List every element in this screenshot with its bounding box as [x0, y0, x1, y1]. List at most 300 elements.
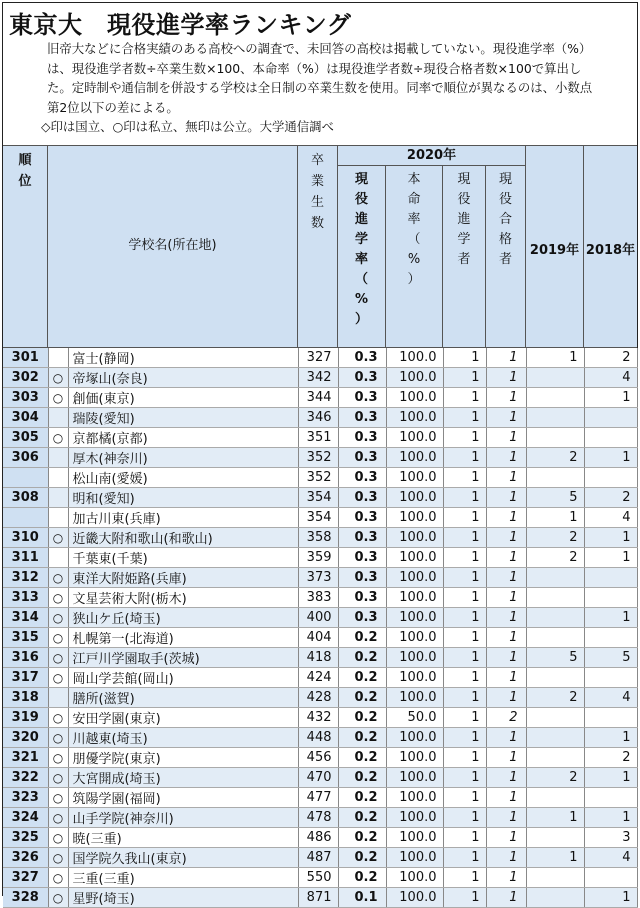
advance-rate: 0.2 — [338, 668, 386, 688]
count-2018 — [584, 628, 637, 648]
count-2018 — [584, 708, 637, 728]
table-row — [3, 648, 637, 668]
school-name: 膳所(滋賀) — [68, 688, 298, 708]
school-name: 筑陽学園(福岡) — [68, 788, 298, 808]
advance-rate: 0.1 — [338, 888, 386, 908]
type-mark — [48, 488, 68, 508]
count-2019: 1 — [526, 508, 584, 528]
count-2018: 1 — [584, 768, 637, 788]
honmei-rate: 100.0 — [386, 768, 443, 788]
passed-count: 1 — [486, 508, 526, 528]
count-2019 — [526, 428, 584, 448]
enrolled-count: 1 — [443, 388, 486, 408]
honmei-rate: 100.0 — [386, 588, 443, 608]
graduates-count: 448 — [298, 728, 338, 748]
enrolled-count: 1 — [443, 768, 486, 788]
enrolled-count: 1 — [443, 688, 486, 708]
enrolled-count: 1 — [443, 868, 486, 888]
school-name: 帝塚山(奈良) — [68, 368, 298, 388]
school-name: 朋優学院(東京) — [68, 748, 298, 768]
honmei-rate: 100.0 — [386, 428, 443, 448]
graduates-count: 359 — [298, 548, 338, 568]
header-enrolled-label: 現 役 進 学 者 — [457, 172, 471, 267]
graduates-count: 373 — [298, 568, 338, 588]
header-rank-label: 順 位 — [18, 153, 32, 189]
passed-count: 1 — [486, 428, 526, 448]
count-2018 — [584, 568, 637, 588]
school-name: 国学院久我山(東京) — [68, 848, 298, 868]
rank-cell: 324 — [3, 808, 48, 828]
advance-rate: 0.2 — [338, 708, 386, 728]
header-year-2020 — [338, 145, 526, 166]
school-name: 明和(愛知) — [68, 488, 298, 508]
honmei-rate: 100.0 — [386, 388, 443, 408]
header-honmei — [386, 166, 443, 348]
honmei-rate: 100.0 — [386, 648, 443, 668]
advance-rate: 0.2 — [338, 768, 386, 788]
type-mark: ○ — [48, 708, 68, 728]
honmei-rate: 100.0 — [386, 808, 443, 828]
count-2018: 2 — [584, 488, 637, 508]
header-enrolled — [443, 166, 486, 348]
advance-rate: 0.3 — [338, 388, 386, 408]
graduates-count: 358 — [298, 528, 338, 548]
header-passed-label: 現 役 合 格 者 — [498, 172, 512, 267]
honmei-rate: 100.0 — [386, 408, 443, 428]
type-mark — [48, 348, 68, 368]
type-mark — [48, 408, 68, 428]
passed-count: 1 — [486, 648, 526, 668]
rank-cell: 312 — [3, 568, 48, 588]
graduates-count: 486 — [298, 828, 338, 848]
table-row — [3, 408, 637, 428]
rank-cell: 323 — [3, 788, 48, 808]
enrolled-count: 1 — [443, 468, 486, 488]
graduates-count: 352 — [298, 468, 338, 488]
advance-rate: 0.3 — [338, 408, 386, 428]
graduates-count: 354 — [298, 508, 338, 528]
rank-cell — [3, 468, 48, 488]
school-name: 創価(東京) — [68, 388, 298, 408]
enrolled-count: 1 — [443, 508, 486, 528]
honmei-rate: 100.0 — [386, 568, 443, 588]
count-2018 — [584, 468, 637, 488]
table-row — [3, 848, 637, 868]
type-mark — [48, 688, 68, 708]
count-2019: 5 — [526, 648, 584, 668]
passed-count: 1 — [486, 888, 526, 908]
enrolled-count: 1 — [443, 888, 486, 908]
count-2018 — [584, 428, 637, 448]
advance-rate: 0.3 — [338, 428, 386, 448]
honmei-rate: 100.0 — [386, 788, 443, 808]
count-2019: 1 — [526, 848, 584, 868]
honmei-rate: 100.0 — [386, 488, 443, 508]
count-2018: 1 — [584, 388, 637, 408]
count-2019 — [526, 468, 584, 488]
graduates-count: 487 — [298, 848, 338, 868]
advance-rate: 0.3 — [338, 488, 386, 508]
count-2018: 1 — [584, 608, 637, 628]
table-row — [3, 668, 637, 688]
table-row — [3, 728, 637, 748]
header-2018 — [584, 145, 637, 348]
passed-count: 1 — [486, 368, 526, 388]
advance-rate: 0.3 — [338, 448, 386, 468]
enrolled-count: 1 — [443, 748, 486, 768]
advance-rate: 0.3 — [338, 548, 386, 568]
type-mark: ○ — [48, 728, 68, 748]
advance-rate: 0.3 — [338, 568, 386, 588]
description — [41, 39, 635, 137]
school-name: 山手学院(神奈川) — [68, 808, 298, 828]
advance-rate: 0.2 — [338, 848, 386, 868]
honmei-rate: 100.0 — [386, 368, 443, 388]
type-mark: ○ — [48, 648, 68, 668]
passed-count: 1 — [486, 448, 526, 468]
count-2018: 1 — [584, 528, 637, 548]
type-mark: ○ — [48, 568, 68, 588]
graduates-count: 346 — [298, 408, 338, 428]
honmei-rate: 100.0 — [386, 628, 443, 648]
graduates-count: 871 — [298, 888, 338, 908]
count-2018: 3 — [584, 828, 637, 848]
count-2019 — [526, 608, 584, 628]
count-2019 — [526, 588, 584, 608]
passed-count: 1 — [486, 788, 526, 808]
header-2019-label: 2019年 — [529, 243, 580, 258]
honmei-rate: 100.0 — [386, 668, 443, 688]
type-mark: ○ — [48, 748, 68, 768]
school-name: 富士(静岡) — [68, 348, 298, 368]
table-row — [3, 748, 637, 768]
passed-count: 1 — [486, 848, 526, 868]
table-row — [3, 628, 637, 648]
count-2019 — [526, 788, 584, 808]
enrolled-count: 1 — [443, 408, 486, 428]
school-name: 近畿大附和歌山(和歌山) — [68, 528, 298, 548]
description-line: 第2位以下の差による。 — [47, 99, 179, 115]
passed-count: 1 — [486, 828, 526, 848]
table-row — [3, 588, 637, 608]
count-2019: 1 — [526, 808, 584, 828]
type-mark — [48, 448, 68, 468]
table-row — [3, 768, 637, 788]
graduates-count: 383 — [298, 588, 338, 608]
ranking-table — [3, 348, 638, 908]
count-2018: 5 — [584, 648, 637, 668]
passed-count: 1 — [486, 348, 526, 368]
rank-cell: 302 — [3, 368, 48, 388]
table-row — [3, 828, 637, 848]
school-name: 江戸川学園取手(茨城) — [68, 648, 298, 668]
count-2018 — [584, 668, 637, 688]
advance-rate: 0.2 — [338, 648, 386, 668]
graduates-count: 400 — [298, 608, 338, 628]
type-mark: ○ — [48, 868, 68, 888]
count-2019: 2 — [526, 688, 584, 708]
rank-cell: 320 — [3, 728, 48, 748]
passed-count: 1 — [486, 668, 526, 688]
type-mark: ○ — [48, 768, 68, 788]
table-row — [3, 508, 637, 528]
table-row — [3, 868, 637, 888]
rank-cell: 303 — [3, 388, 48, 408]
honmei-rate: 100.0 — [386, 868, 443, 888]
enrolled-count: 1 — [443, 628, 486, 648]
school-name: 狭山ケ丘(埼玉) — [68, 608, 298, 628]
count-2019: 2 — [526, 548, 584, 568]
graduates-count: 344 — [298, 388, 338, 408]
count-2019 — [526, 628, 584, 648]
rank-cell: 327 — [3, 868, 48, 888]
advance-rate: 0.2 — [338, 868, 386, 888]
rank-cell: 305 — [3, 428, 48, 448]
enrolled-count: 1 — [443, 728, 486, 748]
enrolled-count: 1 — [443, 348, 486, 368]
school-name: 文星芸術大附(栃木) — [68, 588, 298, 608]
passed-count: 1 — [486, 488, 526, 508]
ranking-page — [2, 2, 638, 907]
advance-rate: 0.3 — [338, 348, 386, 368]
enrolled-count: 1 — [443, 828, 486, 848]
count-2019 — [526, 868, 584, 888]
advance-rate: 0.2 — [338, 808, 386, 828]
enrolled-count: 1 — [443, 448, 486, 468]
rank-cell: 306 — [3, 448, 48, 468]
header-rate — [338, 166, 386, 348]
rank-cell: 322 — [3, 768, 48, 788]
school-name: 大宮開成(埼玉) — [68, 768, 298, 788]
graduates-count: 456 — [298, 748, 338, 768]
honmei-rate: 100.0 — [386, 688, 443, 708]
ranking-rows — [3, 348, 637, 908]
count-2018 — [584, 868, 637, 888]
count-2018: 2 — [584, 348, 637, 368]
school-name: 加古川東(兵庫) — [68, 508, 298, 528]
school-name: 東洋大附姫路(兵庫) — [68, 568, 298, 588]
enrolled-count: 1 — [443, 848, 486, 868]
count-2018: 2 — [584, 748, 637, 768]
school-name: 安田学園(東京) — [68, 708, 298, 728]
description-line: は、現役進学者数÷卒業生数×100、本命率（%）は現役進学者数÷現役合格者数×100で算出し — [47, 60, 582, 76]
school-name: 松山南(愛媛) — [68, 468, 298, 488]
table-row — [3, 388, 637, 408]
table-row — [3, 528, 637, 548]
table-row — [3, 548, 637, 568]
advance-rate: 0.3 — [338, 528, 386, 548]
graduates-count: 432 — [298, 708, 338, 728]
table-row — [3, 428, 637, 448]
table-row — [3, 808, 637, 828]
page-title: 東京大 現役進学率ランキング — [9, 11, 352, 39]
enrolled-count: 1 — [443, 528, 486, 548]
advance-rate: 0.2 — [338, 728, 386, 748]
passed-count: 1 — [486, 528, 526, 548]
count-2019: 2 — [526, 768, 584, 788]
count-2019 — [526, 408, 584, 428]
enrolled-count: 1 — [443, 568, 486, 588]
type-mark: ○ — [48, 588, 68, 608]
honmei-rate: 100.0 — [386, 748, 443, 768]
passed-count: 1 — [486, 808, 526, 828]
honmei-rate: 100.0 — [386, 608, 443, 628]
count-2019 — [526, 568, 584, 588]
enrolled-count: 1 — [443, 588, 486, 608]
enrolled-count: 1 — [443, 428, 486, 448]
count-2018: 4 — [584, 368, 637, 388]
table-row — [3, 568, 637, 588]
enrolled-count: 1 — [443, 648, 486, 668]
rank-cell: 315 — [3, 628, 48, 648]
count-2019: 2 — [526, 448, 584, 468]
type-mark: ○ — [48, 848, 68, 868]
header-grads-label: 卒 業 生 数 — [310, 153, 324, 231]
table-row — [3, 608, 637, 628]
count-2019 — [526, 708, 584, 728]
type-mark — [48, 548, 68, 568]
graduates-count: 550 — [298, 868, 338, 888]
count-2019: 2 — [526, 528, 584, 548]
honmei-rate: 50.0 — [386, 708, 443, 728]
honmei-rate: 100.0 — [386, 348, 443, 368]
honmei-rate: 100.0 — [386, 888, 443, 908]
count-2019 — [526, 668, 584, 688]
type-mark — [48, 508, 68, 528]
school-name: 厚木(神奈川) — [68, 448, 298, 468]
header-passed — [486, 166, 526, 348]
count-2018: 1 — [584, 888, 637, 908]
graduates-count: 354 — [298, 488, 338, 508]
table-row — [3, 448, 637, 468]
enrolled-count: 1 — [443, 808, 486, 828]
school-name: 京都橘(京都) — [68, 428, 298, 448]
table-row — [3, 788, 637, 808]
school-name: 星野(埼玉) — [68, 888, 298, 908]
graduates-count: 477 — [298, 788, 338, 808]
enrolled-count: 1 — [443, 708, 486, 728]
school-name: 暁(三重) — [68, 828, 298, 848]
advance-rate: 0.2 — [338, 788, 386, 808]
honmei-rate: 100.0 — [386, 508, 443, 528]
count-2019: 5 — [526, 488, 584, 508]
passed-count: 1 — [486, 588, 526, 608]
passed-count: 1 — [486, 628, 526, 648]
count-2018: 1 — [584, 808, 637, 828]
passed-count: 1 — [486, 868, 526, 888]
type-mark: ○ — [48, 628, 68, 648]
rank-cell: 316 — [3, 648, 48, 668]
type-mark: ○ — [48, 808, 68, 828]
rank-cell: 328 — [3, 888, 48, 908]
school-name: 札幌第一(北海道) — [68, 628, 298, 648]
passed-count: 1 — [486, 388, 526, 408]
header-rate-label: 現 役 進 学 率 （ % ） — [354, 172, 369, 327]
graduates-count: 428 — [298, 688, 338, 708]
advance-rate: 0.3 — [338, 508, 386, 528]
type-mark: ○ — [48, 888, 68, 908]
school-name: 川越東(埼玉) — [68, 728, 298, 748]
rank-cell: 311 — [3, 548, 48, 568]
school-name: 千葉東(千葉) — [68, 548, 298, 568]
count-2018: 1 — [584, 548, 637, 568]
description-line: ◇印は国立、○印は私立、無印は公立。大学通信調べ — [41, 119, 334, 134]
rank-cell: 310 — [3, 528, 48, 548]
rank-cell: 301 — [3, 348, 48, 368]
honmei-rate: 100.0 — [386, 548, 443, 568]
honmei-rate: 100.0 — [386, 848, 443, 868]
count-2018: 4 — [584, 848, 637, 868]
count-2019: 1 — [526, 348, 584, 368]
honmei-rate: 100.0 — [386, 728, 443, 748]
passed-count: 1 — [486, 408, 526, 428]
passed-count: 1 — [486, 688, 526, 708]
enrolled-count: 1 — [443, 668, 486, 688]
rank-cell: 326 — [3, 848, 48, 868]
enrolled-count: 1 — [443, 548, 486, 568]
advance-rate: 0.3 — [338, 368, 386, 388]
honmei-rate: 100.0 — [386, 528, 443, 548]
count-2018 — [584, 408, 637, 428]
school-name: 岡山学芸館(岡山) — [68, 668, 298, 688]
header-2018-label: 2018年 — [585, 243, 636, 258]
description-line: 旧帝大などに合格実績のある高校への調査で、未回答の高校は掲載していない。現役進学率（%） — [47, 41, 592, 56]
graduates-count: 351 — [298, 428, 338, 448]
table-row — [3, 688, 637, 708]
table-row — [3, 368, 637, 388]
header-honmei-label: 本 命 率 （ % ） — [407, 172, 421, 287]
type-mark: ○ — [48, 368, 68, 388]
rank-cell: 314 — [3, 608, 48, 628]
table-row — [3, 488, 637, 508]
advance-rate: 0.3 — [338, 468, 386, 488]
rank-cell — [3, 508, 48, 528]
table-row — [3, 348, 637, 368]
rank-cell: 308 — [3, 488, 48, 508]
rank-cell: 325 — [3, 828, 48, 848]
type-mark: ○ — [48, 528, 68, 548]
honmei-rate: 100.0 — [386, 828, 443, 848]
type-mark: ○ — [48, 428, 68, 448]
graduates-count: 327 — [298, 348, 338, 368]
description-line: た。定時制や通信制を併設する学校は全日制の卒業生数を使用。同率で順位が異なるのは、小数点 — [47, 80, 593, 95]
count-2018 — [584, 588, 637, 608]
header-year-2020-label: 2020年 — [406, 148, 457, 163]
header-school-label: 学校名(所在地) — [128, 238, 217, 253]
passed-count: 1 — [486, 468, 526, 488]
count-2019 — [526, 748, 584, 768]
rank-cell: 321 — [3, 748, 48, 768]
rank-cell: 313 — [3, 588, 48, 608]
enrolled-count: 1 — [443, 788, 486, 808]
passed-count: 1 — [486, 548, 526, 568]
enrolled-count: 1 — [443, 368, 486, 388]
school-name: 三重(三重) — [68, 868, 298, 888]
type-mark: ○ — [48, 608, 68, 628]
count-2019 — [526, 368, 584, 388]
type-mark: ○ — [48, 668, 68, 688]
rank-cell: 319 — [3, 708, 48, 728]
passed-count: 1 — [486, 748, 526, 768]
table-row — [3, 468, 637, 488]
header-school — [48, 145, 298, 348]
count-2018: 1 — [584, 448, 637, 468]
passed-count: 1 — [486, 568, 526, 588]
type-mark: ○ — [48, 788, 68, 808]
advance-rate: 0.3 — [338, 588, 386, 608]
count-2019 — [526, 728, 584, 748]
graduates-count: 418 — [298, 648, 338, 668]
